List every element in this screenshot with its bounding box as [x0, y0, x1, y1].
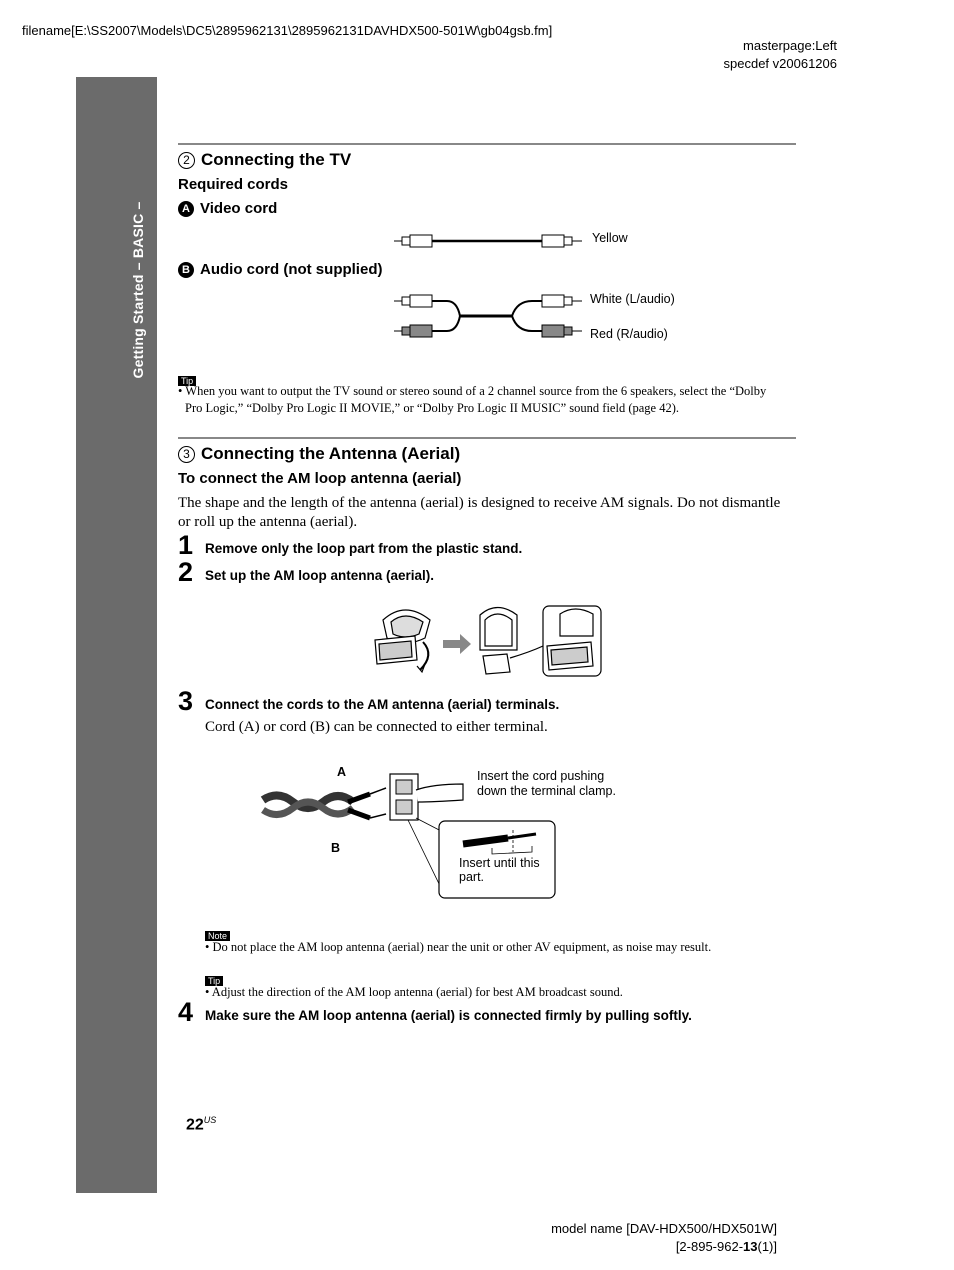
intro-line1: The shape and the length of the antenna (aerial) is designed to receive AM signals. Do not dismantle	[178, 495, 781, 511]
required-cords-heading: Required cords	[178, 176, 289, 193]
footer-code-pre: [2-895-962-	[675, 1239, 744, 1254]
am-antenna-subtitle: To connect the AM loop antenna (aerial)	[178, 470, 462, 487]
loop-antenna-illustration	[365, 600, 605, 682]
circled-number: 2	[178, 152, 195, 169]
insert-until-line2: part.	[459, 870, 485, 884]
note-badge-text: Note	[205, 931, 230, 941]
cord-a-label: Video cord	[200, 200, 278, 217]
page-number-suffix: US	[203, 1115, 217, 1125]
step-text: Make sure the AM loop antenna (aerial) is connected firmly by pulling softly.	[205, 1008, 692, 1023]
tip-text-line2: Pro Logic,” “Dolby Pro Logic II MOVIE,” or “Dolby Pro Logic II MUSIC” sound field (page 42).	[185, 401, 679, 415]
insert-push-line1: Insert the cord pushing	[477, 769, 605, 783]
cord-b-letter: B	[331, 841, 341, 855]
tip-text: • Adjust the direction of the AM loop antenna (aerial) for best AM broadcast sound.	[205, 985, 623, 999]
cord-a-letter: A	[337, 765, 347, 779]
insert-push-line2: down the terminal clamp.	[477, 784, 616, 798]
page-number	[186, 1115, 216, 1134]
page-number-value: 22	[186, 1116, 204, 1134]
insert-until-line1: Insert until this	[459, 856, 540, 870]
step-text: Set up the AM loop antenna (aerial).	[205, 568, 435, 583]
section-title-antenna	[178, 444, 460, 464]
cord-b-marker: B	[178, 262, 194, 278]
yellow-label: Yellow	[592, 231, 628, 245]
step-number: 4	[178, 997, 194, 1027]
step-number: 1	[178, 530, 194, 560]
section-rule	[178, 143, 796, 145]
cord-b-label: Audio cord (not supplied)	[200, 261, 383, 278]
section-title-text: Connecting the TV	[201, 150, 352, 169]
sidebar-label: Getting Started – BASIC –	[130, 201, 146, 379]
red-label: Red (R/audio)	[590, 327, 668, 341]
audio-cord-illustration	[392, 290, 592, 342]
footer-code-bold: 13	[743, 1239, 758, 1254]
intro-line2: or roll up the antenna (aerial).	[178, 514, 358, 530]
tip-text-line1: • When you want to output the TV sound or stereo sound of a 2 channel source from the 6 speakers, select the “Dolby	[178, 384, 767, 398]
masterpage-label: masterpage:Left	[743, 38, 837, 53]
step-text: Connect the cords to the AM antenna (aerial) terminals.	[205, 697, 560, 712]
tip-badge-text: Tip	[205, 976, 223, 986]
specdef-label: specdef v20061206	[723, 56, 837, 71]
step3-subtext: Cord (A) or cord (B) can be connected to either terminal.	[205, 719, 548, 735]
filename-header: filename[E:\SS2007\Models\DC5\2895962131\2895962131DAVHDX500-501W\gb04gsb.fm]	[22, 23, 553, 38]
section-title-text: Connecting the Antenna (Aerial)	[201, 444, 461, 463]
video-cord-illustration	[392, 229, 592, 253]
note-text: • Do not place the AM loop antenna (aerial) near the unit or other AV equipment, as noise may result.	[205, 940, 712, 954]
section-title-tv	[178, 150, 351, 170]
cord-a-heading	[178, 200, 277, 217]
footer-code-post: (1)]	[757, 1239, 777, 1254]
circled-number: 3	[178, 446, 195, 463]
step-number: 2	[178, 557, 194, 587]
section-rule	[178, 437, 796, 439]
cord-a-marker: A	[178, 201, 194, 217]
step-number: 3	[178, 686, 194, 716]
tip-badge-text: Tip	[178, 376, 196, 386]
white-label: White (L/audio)	[590, 292, 675, 306]
step-text: Remove only the loop part from the plastic stand.	[205, 541, 523, 556]
footer-code	[676, 1238, 777, 1255]
cord-b-heading	[178, 261, 382, 278]
footer-model: model name [DAV-HDX500/HDX501W]	[551, 1221, 777, 1236]
